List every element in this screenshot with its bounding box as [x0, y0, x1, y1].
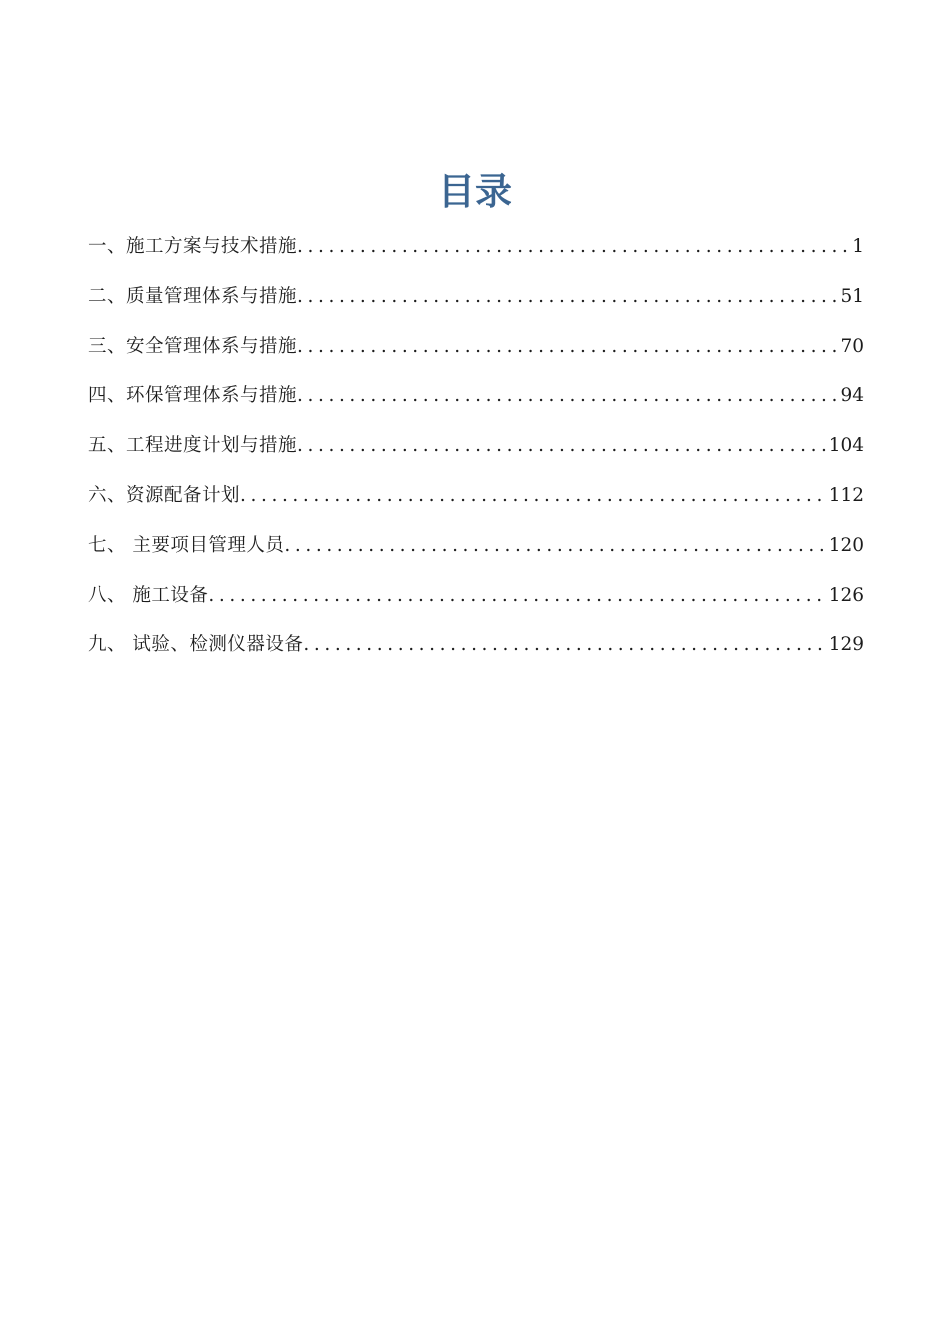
toc-dot-leader — [303, 620, 826, 670]
toc-title: 目录 — [438, 169, 512, 213]
toc-entry-page-number: 51 — [840, 285, 864, 307]
toc-entry-page-number: 120 — [828, 534, 864, 556]
toc-entry-8[interactable] — [88, 571, 864, 621]
toc-dot-leader — [297, 421, 827, 471]
toc-entry-4[interactable] — [88, 371, 864, 421]
toc-entry-3[interactable] — [88, 322, 864, 372]
toc-entry-label: 六、资源配备计划 — [88, 484, 241, 506]
toc-entry-label: 八、 施工设备 — [88, 584, 209, 606]
toc-entry-page-number: 104 — [828, 435, 864, 457]
toc-list — [88, 222, 864, 670]
toc-entry-page-number: 94 — [840, 385, 864, 407]
toc-entry-label: 二、质量管理体系与措施 — [88, 285, 298, 307]
toc-dot-leader — [297, 371, 838, 421]
toc-entry-1[interactable] — [88, 222, 864, 272]
toc-entry-7[interactable] — [88, 521, 864, 571]
toc-dot-leader — [284, 521, 826, 571]
toc-entry-5[interactable] — [88, 421, 864, 471]
toc-entry-page-number: 126 — [828, 584, 864, 606]
toc-dot-leader — [297, 222, 850, 272]
toc-entry-label: 一、施工方案与技术措施 — [88, 236, 298, 257]
toc-entry-page-number: 70 — [840, 335, 864, 357]
toc-entry-label: 七、 主要项目管理人员 — [88, 534, 285, 556]
toc-entry-9[interactable] — [88, 620, 864, 670]
toc-entry-6[interactable] — [88, 471, 864, 521]
toc-entry-page-number: 129 — [828, 634, 864, 656]
toc-entry-2[interactable] — [88, 272, 864, 322]
toc-entry-page-number: 1 — [852, 236, 864, 257]
toc-entry-page-number: 112 — [828, 484, 864, 506]
toc-dot-leader — [208, 571, 826, 621]
toc-dot-leader — [297, 272, 838, 322]
toc-entry-label: 五、工程进度计划与措施 — [88, 435, 298, 457]
toc-dot-leader — [297, 322, 838, 372]
toc-entry-label: 三、安全管理体系与措施 — [88, 335, 298, 357]
toc-entry-label: 四、环保管理体系与措施 — [88, 385, 298, 407]
toc-dot-leader — [240, 471, 827, 521]
toc-entry-label: 九、 试验、检测仪器设备 — [88, 634, 304, 656]
